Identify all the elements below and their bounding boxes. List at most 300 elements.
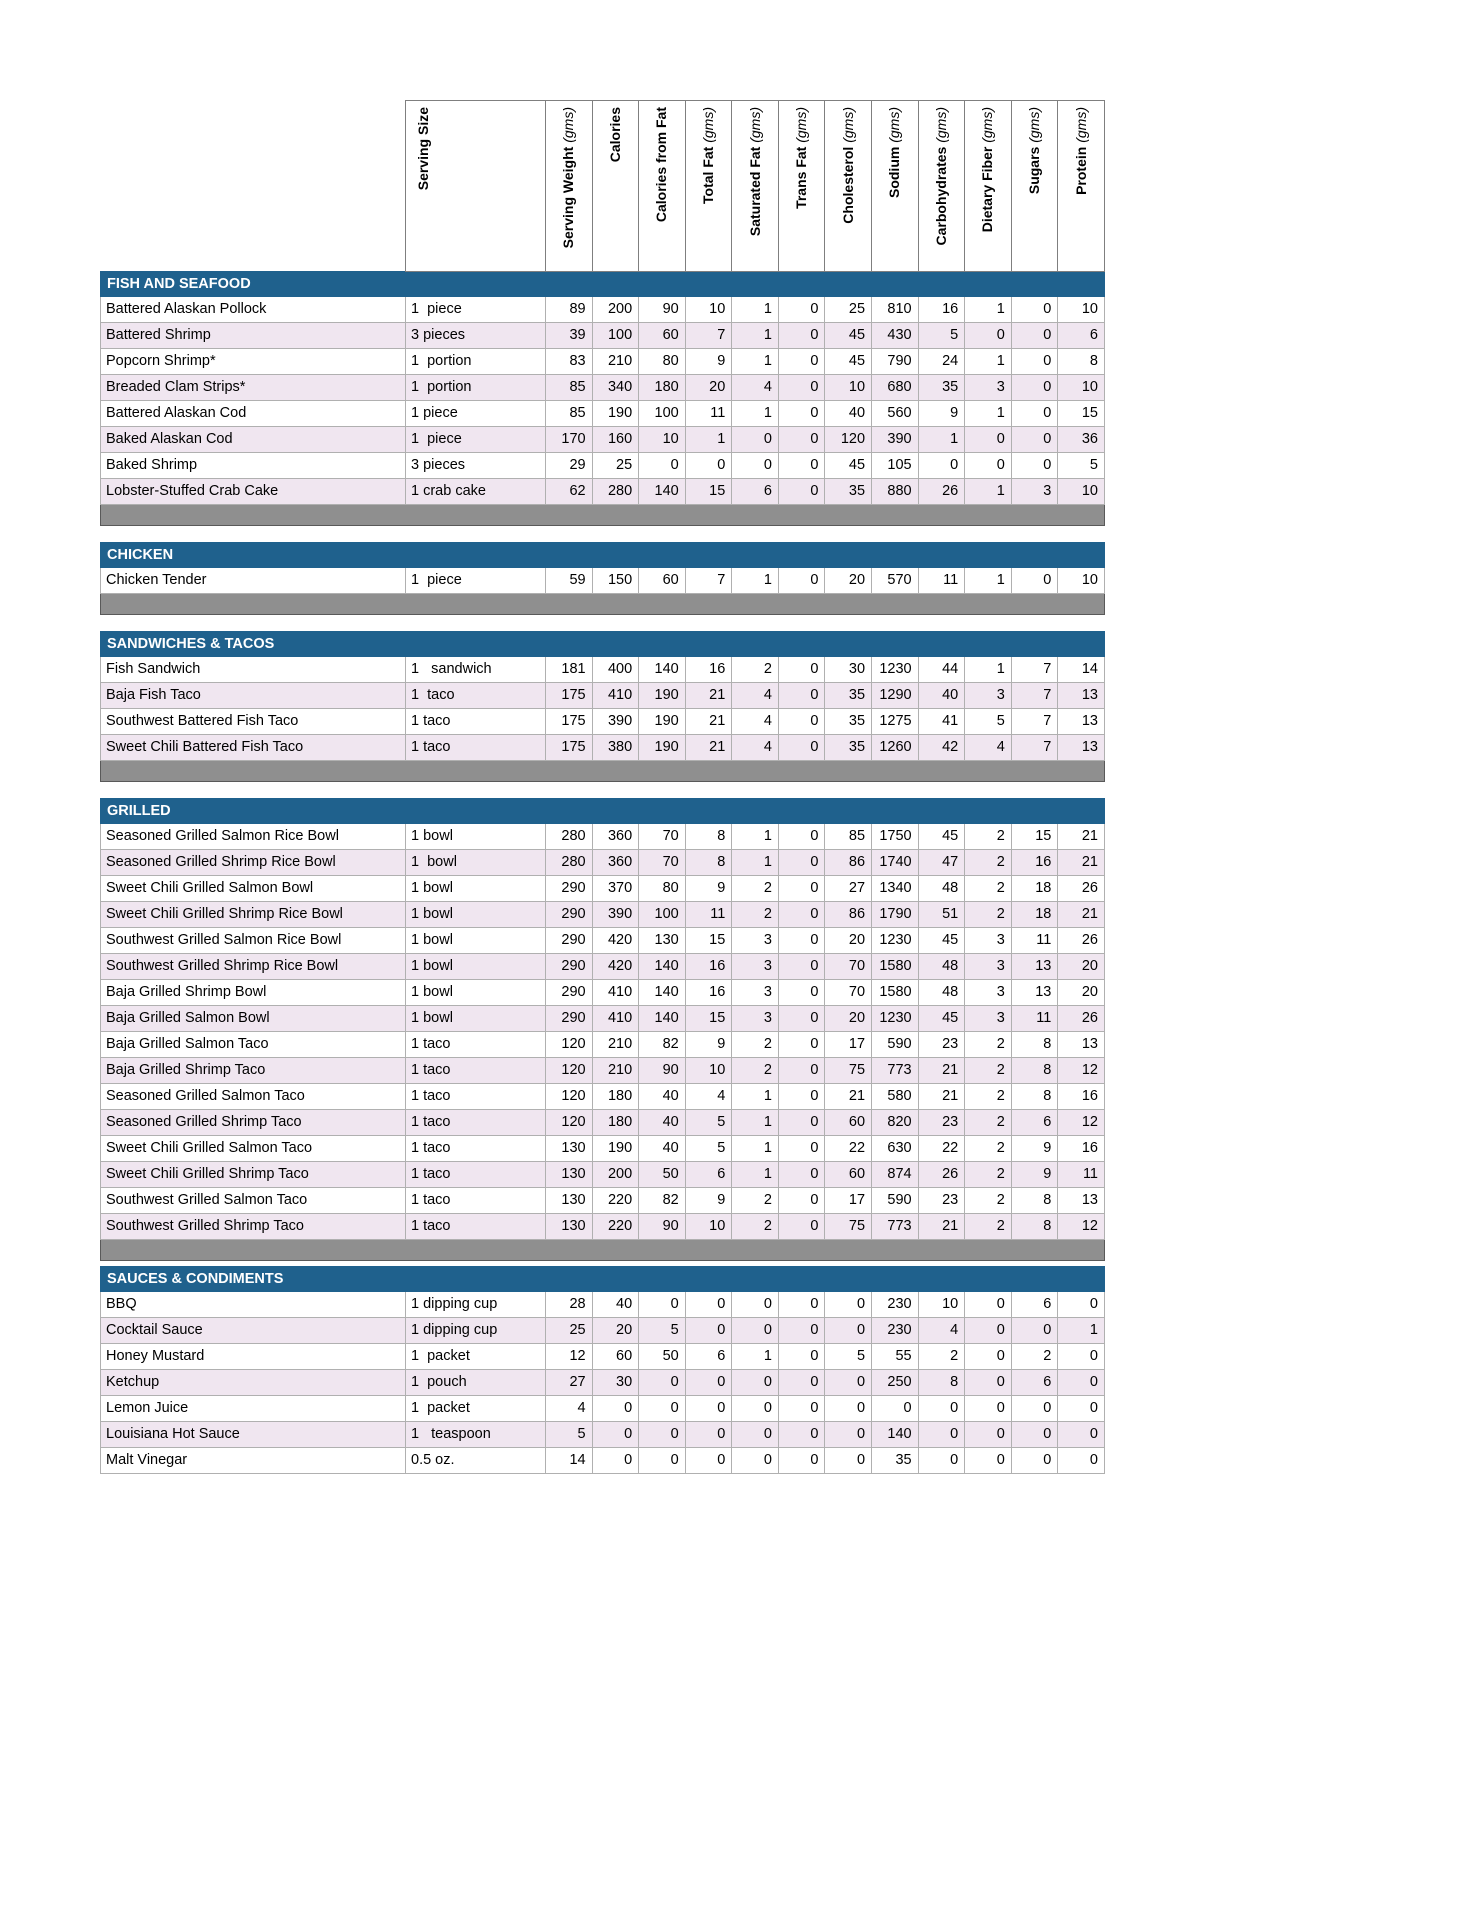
value-cell: 0 <box>825 1422 872 1448</box>
value-cell: 0 <box>1058 1370 1105 1396</box>
value-cell: 0 <box>1011 1318 1058 1344</box>
value-cell: 0 <box>778 297 825 323</box>
column-header-cholesterol <box>825 101 872 272</box>
value-cell: 16 <box>1011 850 1058 876</box>
item-name-cell: Sweet Chili Grilled Salmon Bowl <box>101 876 406 902</box>
value-cell: 181 <box>546 657 593 683</box>
table-row <box>101 683 1105 709</box>
value-cell: 12 <box>1058 1214 1105 1240</box>
value-cell: 4 <box>918 1318 965 1344</box>
serving-size-cell: 1 taco <box>406 1084 546 1110</box>
column-unit: (gms) <box>746 107 763 147</box>
value-cell: 380 <box>592 735 639 761</box>
value-cell: 40 <box>918 683 965 709</box>
value-cell: 280 <box>546 850 593 876</box>
value-cell: 40 <box>639 1136 686 1162</box>
section-gap-row <box>101 615 1105 632</box>
value-cell: 41 <box>918 709 965 735</box>
value-cell: 0 <box>778 1084 825 1110</box>
value-cell: 24 <box>918 349 965 375</box>
value-cell: 20 <box>825 568 872 594</box>
value-cell: 14 <box>1058 657 1105 683</box>
value-cell: 25 <box>546 1318 593 1344</box>
serving-size-cell: 1 packet <box>406 1396 546 1422</box>
value-cell: 175 <box>546 735 593 761</box>
serving-size-cell: 1 teaspoon <box>406 1422 546 1448</box>
value-cell: 25 <box>592 453 639 479</box>
section-spacer <box>101 594 1105 615</box>
value-cell: 1 <box>732 401 779 427</box>
value-cell: 1 <box>732 349 779 375</box>
column-label: Dietary Fiber <box>979 146 996 233</box>
value-cell: 20 <box>1058 954 1105 980</box>
value-cell: 0 <box>778 1136 825 1162</box>
column-label: Protein <box>1072 146 1089 195</box>
value-cell: 6 <box>1011 1110 1058 1136</box>
section-row-grilled <box>101 799 1105 824</box>
value-cell: 120 <box>546 1058 593 1084</box>
value-cell: 90 <box>639 297 686 323</box>
value-cell: 20 <box>825 1006 872 1032</box>
value-cell: 210 <box>592 1032 639 1058</box>
serving-size-cell: 1 taco <box>406 735 546 761</box>
value-cell: 150 <box>592 568 639 594</box>
value-cell: 7 <box>1011 683 1058 709</box>
value-cell: 70 <box>639 850 686 876</box>
value-cell: 10 <box>685 297 732 323</box>
item-name-cell: Southwest Grilled Shrimp Rice Bowl <box>101 954 406 980</box>
value-cell: 0 <box>778 349 825 375</box>
value-cell: 2 <box>965 1162 1012 1188</box>
value-cell: 29 <box>546 453 593 479</box>
value-cell: 0 <box>965 453 1012 479</box>
value-cell: 5 <box>1058 453 1105 479</box>
section-row-fish-and-seafood <box>101 272 1105 297</box>
table-row <box>101 453 1105 479</box>
value-cell: 100 <box>592 323 639 349</box>
value-cell: 0 <box>918 453 965 479</box>
section-spacer <box>101 1240 1105 1261</box>
value-cell: 0 <box>778 1110 825 1136</box>
value-cell: 21 <box>825 1084 872 1110</box>
value-cell: 2 <box>732 1188 779 1214</box>
value-cell: 70 <box>825 954 872 980</box>
value-cell: 17 <box>825 1032 872 1058</box>
value-cell: 0 <box>1011 401 1058 427</box>
value-cell: 85 <box>825 824 872 850</box>
value-cell: 0 <box>592 1396 639 1422</box>
value-cell: 7 <box>1011 735 1058 761</box>
column-unit: (gms) <box>793 107 810 147</box>
value-cell: 0 <box>732 1292 779 1318</box>
value-cell: 130 <box>546 1188 593 1214</box>
value-cell: 14 <box>546 1448 593 1474</box>
value-cell: 5 <box>918 323 965 349</box>
value-cell: 16 <box>685 980 732 1006</box>
value-cell: 9 <box>685 349 732 375</box>
value-cell: 0 <box>639 1370 686 1396</box>
value-cell: 560 <box>872 401 919 427</box>
value-cell: 4 <box>732 375 779 401</box>
value-cell: 10 <box>685 1058 732 1084</box>
table-row <box>101 902 1105 928</box>
value-cell: 10 <box>1058 297 1105 323</box>
value-cell: 21 <box>685 735 732 761</box>
column-unit: (gms) <box>700 107 717 147</box>
value-cell: 8 <box>1011 1084 1058 1110</box>
item-name-cell: Battered Alaskan Cod <box>101 401 406 427</box>
table-row <box>101 850 1105 876</box>
value-cell: 15 <box>685 928 732 954</box>
table-row <box>101 1318 1105 1344</box>
value-cell: 1 <box>965 568 1012 594</box>
value-cell: 200 <box>592 1162 639 1188</box>
item-name-cell: Popcorn Shrimp* <box>101 349 406 375</box>
value-cell: 0 <box>778 1006 825 1032</box>
value-cell: 2 <box>1011 1344 1058 1370</box>
value-cell: 21 <box>1058 850 1105 876</box>
table-row <box>101 1006 1105 1032</box>
column-unit: (gms) <box>932 107 949 147</box>
value-cell: 0 <box>639 1292 686 1318</box>
serving-size-cell: 1 taco <box>406 683 546 709</box>
serving-size-cell: 3 pieces <box>406 453 546 479</box>
item-name-cell: Seasoned Grilled Shrimp Rice Bowl <box>101 850 406 876</box>
table-row <box>101 1058 1105 1084</box>
value-cell: 410 <box>592 1006 639 1032</box>
table-row <box>101 709 1105 735</box>
value-cell: 6 <box>685 1162 732 1188</box>
value-cell: 0 <box>639 1448 686 1474</box>
table-row <box>101 980 1105 1006</box>
value-cell: 190 <box>639 683 686 709</box>
value-cell: 80 <box>639 876 686 902</box>
value-cell: 340 <box>592 375 639 401</box>
value-cell: 3 <box>1011 479 1058 505</box>
value-cell: 16 <box>685 657 732 683</box>
value-cell: 26 <box>1058 876 1105 902</box>
value-cell: 9 <box>1011 1136 1058 1162</box>
value-cell: 21 <box>685 683 732 709</box>
value-cell: 0 <box>778 401 825 427</box>
serving-size-cell: 1 packet <box>406 1344 546 1370</box>
value-cell: 0 <box>1011 427 1058 453</box>
value-cell: 0 <box>685 1396 732 1422</box>
value-cell: 17 <box>825 1188 872 1214</box>
value-cell: 290 <box>546 902 593 928</box>
value-cell: 2 <box>732 902 779 928</box>
value-cell: 0 <box>778 735 825 761</box>
table-row <box>101 1370 1105 1396</box>
value-cell: 1340 <box>872 876 919 902</box>
value-cell: 8 <box>685 824 732 850</box>
table-row <box>101 1162 1105 1188</box>
column-header-protein <box>1058 101 1105 272</box>
value-cell: 120 <box>546 1084 593 1110</box>
value-cell: 360 <box>592 824 639 850</box>
value-cell: 0 <box>965 1318 1012 1344</box>
value-cell: 1 <box>965 401 1012 427</box>
value-cell: 4 <box>732 735 779 761</box>
table-header <box>101 101 1105 272</box>
value-cell: 44 <box>918 657 965 683</box>
value-cell: 290 <box>546 876 593 902</box>
value-cell: 1290 <box>872 683 919 709</box>
value-cell: 290 <box>546 980 593 1006</box>
nutrition-table <box>100 100 1105 1474</box>
value-cell: 190 <box>592 401 639 427</box>
value-cell: 10 <box>639 427 686 453</box>
value-cell: 1 <box>732 323 779 349</box>
value-cell: 45 <box>825 323 872 349</box>
value-cell: 6 <box>1011 1370 1058 1396</box>
value-cell: 170 <box>546 427 593 453</box>
value-cell: 25 <box>825 297 872 323</box>
nutrition-table-area <box>100 100 1105 1474</box>
value-cell: 2 <box>732 1214 779 1240</box>
value-cell: 27 <box>546 1370 593 1396</box>
value-cell: 5 <box>546 1422 593 1448</box>
value-cell: 35 <box>825 479 872 505</box>
column-label: Total Fat <box>700 146 717 204</box>
value-cell: 75 <box>825 1214 872 1240</box>
value-cell: 0 <box>639 453 686 479</box>
value-cell: 1 <box>965 657 1012 683</box>
value-cell: 130 <box>546 1214 593 1240</box>
value-cell: 0 <box>778 928 825 954</box>
section-spacer-row <box>101 1240 1105 1261</box>
serving-size-cell: 1 portion <box>406 375 546 401</box>
serving-size-cell: 1 taco <box>406 1058 546 1084</box>
value-cell: 0 <box>778 902 825 928</box>
value-cell: 82 <box>639 1032 686 1058</box>
value-cell: 26 <box>918 1162 965 1188</box>
value-cell: 590 <box>872 1188 919 1214</box>
value-cell: 0 <box>1058 1292 1105 1318</box>
value-cell: 0 <box>918 1422 965 1448</box>
column-header-serving-size <box>406 101 546 272</box>
value-cell: 230 <box>872 1292 919 1318</box>
value-cell: 0 <box>778 1370 825 1396</box>
column-label: Serving Weight <box>560 146 577 249</box>
value-cell: 120 <box>546 1110 593 1136</box>
value-cell: 1230 <box>872 657 919 683</box>
value-cell: 0 <box>965 1422 1012 1448</box>
value-cell: 60 <box>592 1344 639 1370</box>
item-name-cell: Baked Shrimp <box>101 453 406 479</box>
value-cell: 2 <box>732 1058 779 1084</box>
value-cell: 22 <box>825 1136 872 1162</box>
value-cell: 410 <box>592 683 639 709</box>
value-cell: 28 <box>546 1292 593 1318</box>
table-row <box>101 1448 1105 1474</box>
value-cell: 0 <box>778 1188 825 1214</box>
value-cell: 26 <box>1058 928 1105 954</box>
value-cell: 0 <box>1058 1396 1105 1422</box>
table-row <box>101 1084 1105 1110</box>
value-cell: 90 <box>639 1058 686 1084</box>
value-cell: 0 <box>685 453 732 479</box>
section-row-chicken <box>101 543 1105 568</box>
value-cell: 0 <box>685 1292 732 1318</box>
value-cell: 5 <box>685 1136 732 1162</box>
value-cell: 5 <box>825 1344 872 1370</box>
column-label: Calories from Fat <box>653 107 670 223</box>
value-cell: 45 <box>825 349 872 375</box>
value-cell: 0 <box>778 1422 825 1448</box>
section-header-grilled: GRILLED <box>101 799 1105 824</box>
value-cell: 130 <box>546 1162 593 1188</box>
value-cell: 20 <box>592 1318 639 1344</box>
value-cell: 45 <box>825 453 872 479</box>
value-cell: 1 <box>965 349 1012 375</box>
value-cell: 8 <box>1011 1214 1058 1240</box>
item-name-cell: Battered Shrimp <box>101 323 406 349</box>
value-cell: 16 <box>918 297 965 323</box>
value-cell: 8 <box>685 850 732 876</box>
value-cell: 70 <box>825 980 872 1006</box>
serving-size-cell: 1 pouch <box>406 1370 546 1396</box>
value-cell: 4 <box>732 683 779 709</box>
value-cell: 9 <box>685 876 732 902</box>
value-cell: 70 <box>639 824 686 850</box>
value-cell: 0 <box>825 1396 872 1422</box>
item-name-cell: Fish Sandwich <box>101 657 406 683</box>
value-cell: 140 <box>872 1422 919 1448</box>
value-cell: 4 <box>685 1084 732 1110</box>
value-cell: 35 <box>825 735 872 761</box>
value-cell: 1230 <box>872 928 919 954</box>
serving-size-cell: 1 dipping cup <box>406 1292 546 1318</box>
value-cell: 1 <box>732 1162 779 1188</box>
value-cell: 220 <box>592 1214 639 1240</box>
value-cell: 1 <box>732 297 779 323</box>
value-cell: 62 <box>546 479 593 505</box>
value-cell: 15 <box>685 1006 732 1032</box>
section-spacer-row <box>101 594 1105 615</box>
table-row <box>101 1188 1105 1214</box>
value-cell: 35 <box>918 375 965 401</box>
column-label: Saturated Fat <box>746 146 763 237</box>
value-cell: 430 <box>872 323 919 349</box>
value-cell: 580 <box>872 1084 919 1110</box>
value-cell: 0 <box>592 1422 639 1448</box>
column-label: Calories <box>606 107 623 163</box>
value-cell: 230 <box>872 1318 919 1344</box>
value-cell: 20 <box>1058 980 1105 1006</box>
value-cell: 11 <box>918 568 965 594</box>
table-row <box>101 824 1105 850</box>
value-cell: 6 <box>732 479 779 505</box>
value-cell: 0 <box>1011 297 1058 323</box>
item-name-cell: Malt Vinegar <box>101 1448 406 1474</box>
table-row <box>101 1136 1105 1162</box>
value-cell: 60 <box>639 568 686 594</box>
value-cell: 0 <box>778 980 825 1006</box>
item-name-cell: Battered Alaskan Pollock <box>101 297 406 323</box>
value-cell: 200 <box>592 297 639 323</box>
column-header-dietary-fiber <box>965 101 1012 272</box>
value-cell: 773 <box>872 1214 919 1240</box>
section-header-chicken: CHICKEN <box>101 543 1105 568</box>
serving-size-cell: 0.5 oz. <box>406 1448 546 1474</box>
value-cell: 15 <box>1011 824 1058 850</box>
value-cell: 45 <box>918 824 965 850</box>
value-cell: 3 <box>965 375 1012 401</box>
item-name-cell: Chicken Tender <box>101 568 406 594</box>
value-cell: 0 <box>965 1396 1012 1422</box>
value-cell: 0 <box>965 427 1012 453</box>
value-cell: 0 <box>1011 568 1058 594</box>
item-name-cell: Southwest Grilled Shrimp Taco <box>101 1214 406 1240</box>
value-cell: 21 <box>918 1084 965 1110</box>
value-cell: 6 <box>685 1344 732 1370</box>
serving-size-cell: 1 bowl <box>406 928 546 954</box>
value-cell: 1 <box>732 1136 779 1162</box>
value-cell: 7 <box>1011 709 1058 735</box>
value-cell: 210 <box>592 1058 639 1084</box>
value-cell: 290 <box>546 954 593 980</box>
serving-size-cell: 1 bowl <box>406 1006 546 1032</box>
table-row <box>101 1396 1105 1422</box>
section-spacer-row <box>101 761 1105 782</box>
value-cell: 6 <box>1058 323 1105 349</box>
value-cell: 1 <box>732 1084 779 1110</box>
value-cell: 36 <box>1058 427 1105 453</box>
value-cell: 180 <box>639 375 686 401</box>
value-cell: 12 <box>1058 1110 1105 1136</box>
column-unit: (gms) <box>979 107 996 147</box>
value-cell: 0 <box>732 453 779 479</box>
value-cell: 48 <box>918 876 965 902</box>
value-cell: 0 <box>778 876 825 902</box>
column-header-total-fat <box>685 101 732 272</box>
value-cell: 0 <box>639 1396 686 1422</box>
column-label: Sodium <box>886 146 903 199</box>
value-cell: 11 <box>685 902 732 928</box>
value-cell: 2 <box>965 1058 1012 1084</box>
table-row <box>101 323 1105 349</box>
value-cell: 11 <box>685 401 732 427</box>
value-cell: 9 <box>685 1032 732 1058</box>
value-cell: 773 <box>872 1058 919 1084</box>
value-cell: 100 <box>639 401 686 427</box>
value-cell: 42 <box>918 735 965 761</box>
value-cell: 8 <box>1011 1188 1058 1214</box>
value-cell: 140 <box>639 954 686 980</box>
value-cell: 13 <box>1058 735 1105 761</box>
item-name-cell: Seasoned Grilled Salmon Rice Bowl <box>101 824 406 850</box>
value-cell: 190 <box>592 1136 639 1162</box>
value-cell: 2 <box>965 824 1012 850</box>
value-cell: 130 <box>546 1136 593 1162</box>
value-cell: 0 <box>825 1292 872 1318</box>
section-gap <box>101 526 1105 543</box>
value-cell: 0 <box>732 1370 779 1396</box>
value-cell: 2 <box>965 1110 1012 1136</box>
table-row <box>101 1344 1105 1370</box>
item-name-cell: Southwest Battered Fish Taco <box>101 709 406 735</box>
value-cell: 180 <box>592 1110 639 1136</box>
value-cell: 1 <box>965 479 1012 505</box>
value-cell: 21 <box>918 1214 965 1240</box>
value-cell: 83 <box>546 349 593 375</box>
value-cell: 0 <box>965 323 1012 349</box>
value-cell: 0 <box>778 850 825 876</box>
value-cell: 12 <box>1058 1058 1105 1084</box>
table-row <box>101 928 1105 954</box>
serving-size-cell: 1 bowl <box>406 980 546 1006</box>
